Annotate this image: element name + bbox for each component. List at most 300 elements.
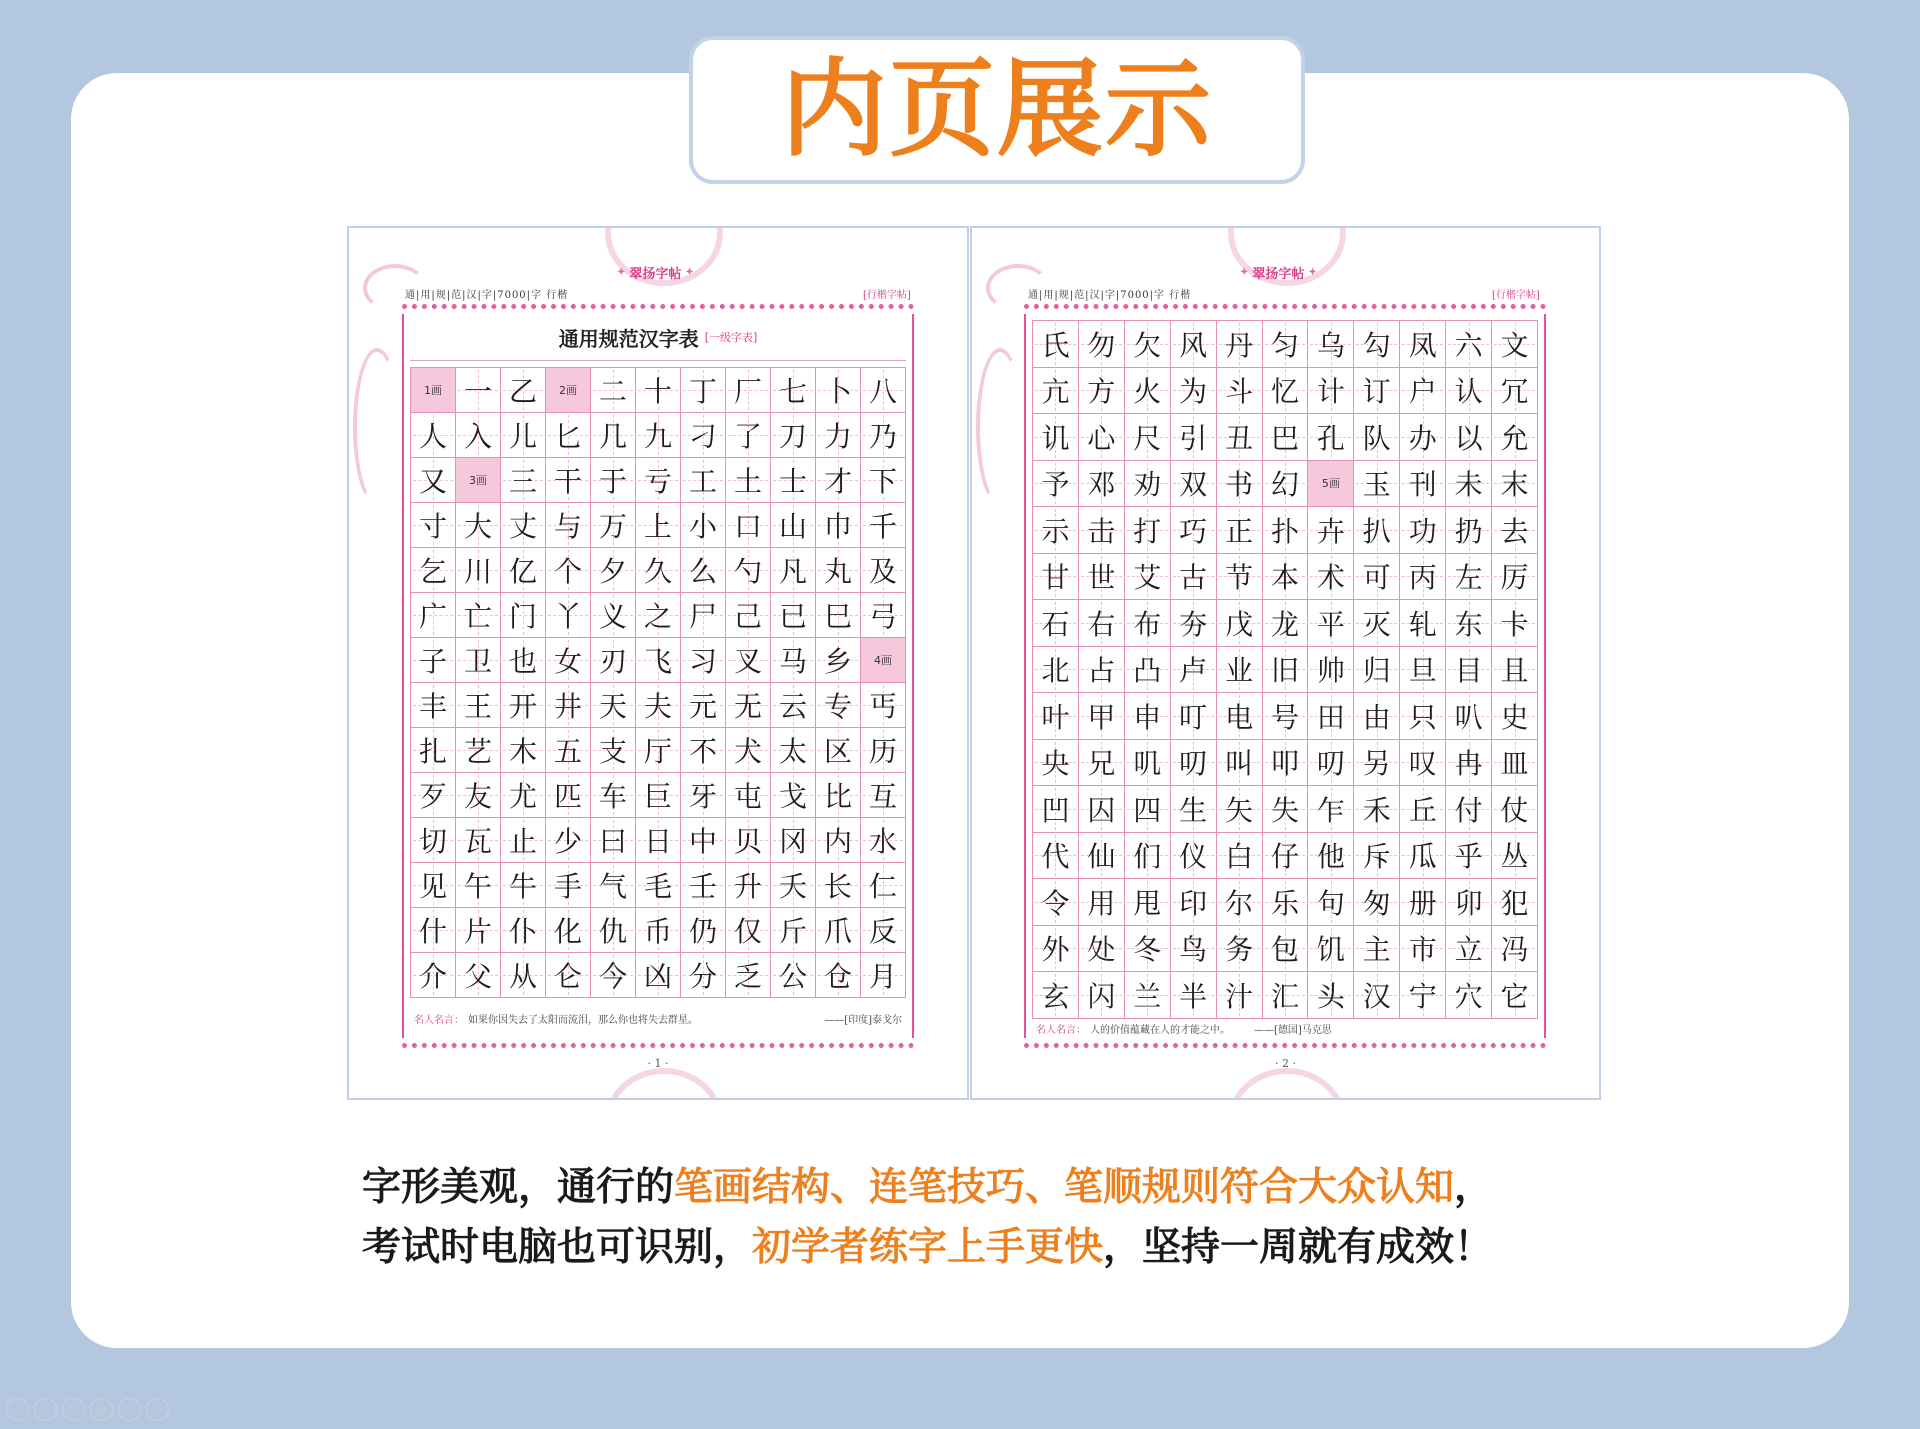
page-title: 内页展示 [781,48,1213,171]
character-text: 犬 [733,735,762,768]
sheet-title-bar [410,314,906,361]
character-text: 劝 [1133,468,1162,502]
character-text: 本 [1270,561,1299,595]
character-cell [861,458,906,503]
character-cell [816,458,861,503]
character-cell [591,908,636,953]
character-cell [1446,368,1492,415]
character-text: 叩 [1270,747,1299,781]
character-text: 叨 [1179,747,1208,781]
character-text: 史 [1500,700,1529,734]
character-cell [726,863,771,908]
character-cell [1446,554,1492,601]
character-cell [1354,786,1400,833]
character-text: 公 [778,960,807,993]
character-cell [501,818,546,863]
character-cell [1125,647,1171,694]
character-text: 厅 [643,735,672,768]
character-cell [1492,926,1538,973]
character-grid [410,367,906,998]
character-cell [1125,740,1171,787]
character-cell [1308,786,1354,833]
character-cell [1217,786,1263,833]
character-text: 人 [418,420,447,453]
next-icon[interactable]: › [34,1398,57,1421]
character-cell [1033,461,1079,508]
character-text: 勺 [733,555,762,588]
character-text: 仆 [508,915,537,948]
character-text: 已 [778,600,807,633]
character-cell [726,728,771,773]
character-cell [1354,368,1400,415]
character-text: 戈 [778,780,807,813]
character-text: 卢 [1179,654,1208,688]
character-cell [1079,321,1125,368]
character-text: 工 [688,465,717,498]
character-cell [591,503,636,548]
character-cell [636,728,681,773]
practice-sheet [1024,304,1546,1048]
character-cell [771,953,816,998]
character-text: 厂 [733,375,762,408]
character-text: 匕 [553,420,582,453]
character-text: 付 [1454,793,1483,827]
character-text: 凤 [1408,328,1437,362]
character-text: 丑 [1225,421,1254,455]
character-cell [1125,833,1171,880]
character-text: 仍 [688,915,717,948]
character-text: 习 [688,645,717,678]
character-cell [1033,740,1079,787]
character-text: 凹 [1041,793,1070,827]
character-text: 丰 [418,690,447,723]
character-cell [861,728,906,773]
character-text: 石 [1041,607,1070,641]
character-cell [1400,879,1446,926]
character-text: 叽 [1133,747,1162,781]
character-cell [1492,461,1538,508]
character-cell [726,683,771,728]
character-cell [1400,507,1446,554]
character-cell [1308,740,1354,787]
character-text: 击 [1087,514,1116,548]
character-cell [456,953,501,998]
character-text: 仓 [823,960,852,993]
character-cell [681,638,726,683]
character-cell [636,548,681,593]
character-cell [591,683,636,728]
character-cell [501,503,546,548]
character-text: 瓜 [1408,840,1437,874]
character-cell [1263,647,1309,694]
character-text: 亡 [463,600,492,633]
character-cell [636,638,681,683]
character-text: 印 [1179,886,1208,920]
character-cell [1354,972,1400,1019]
character-text: 氏 [1041,328,1070,362]
floral-ornament [1228,1068,1346,1100]
character-cell [501,908,546,953]
character-text: 一 [463,375,492,408]
character-text: 用 [1087,886,1116,920]
character-cell [1446,740,1492,787]
character-cell [726,908,771,953]
character-text: 旦 [1408,654,1437,688]
page-number: · 1 · [647,1057,669,1070]
character-cell [1079,461,1125,508]
character-text: 毛 [643,870,672,903]
character-text: 闪 [1087,979,1116,1013]
character-cell [591,818,636,863]
character-text: 刃 [598,645,627,678]
grid-icon[interactable]: ▦ [90,1398,113,1421]
character-text: 丸 [823,555,852,588]
character-cell [681,368,726,413]
character-text: 丹 [1225,328,1254,362]
character-cell [456,728,501,773]
character-text: 日 [643,825,672,858]
character-cell [1033,321,1079,368]
character-cell [591,458,636,503]
character-cell [1217,321,1263,368]
character-text: 饥 [1316,933,1345,967]
character-cell [1446,693,1492,740]
character-cell [411,638,456,683]
character-cell [1446,786,1492,833]
character-cell [1171,647,1217,694]
character-cell [1354,693,1400,740]
character-cell [1079,693,1125,740]
quote-label: 名人名言： [1036,1024,1086,1036]
character-cell [1308,972,1354,1019]
quote-author: ——[印度]泰戈尔 [824,1014,902,1026]
character-cell [681,773,726,818]
character-text: 为 [1179,375,1208,409]
character-cell [1446,833,1492,880]
character-cell [456,908,501,953]
character-cell [636,818,681,863]
character-text: 匆 [1362,886,1391,920]
prev-icon[interactable]: ‹ [6,1398,29,1421]
character-cell [1492,507,1538,554]
character-cell [1079,414,1125,461]
character-cell [456,818,501,863]
character-text: 卯 [1454,886,1483,920]
character-cell [681,908,726,953]
character-text: 计 [1316,375,1345,409]
character-text: 父 [463,960,492,993]
character-text: 太 [778,735,807,768]
character-cell [1400,368,1446,415]
character-text: 亏 [643,465,672,498]
character-text: 帅 [1316,654,1345,688]
character-cell [681,818,726,863]
character-text: 句 [1316,886,1345,920]
quote-label: 名人名言： [414,1014,464,1026]
character-cell [816,908,861,953]
character-text: 玄 [1041,979,1070,1013]
character-text: 宁 [1408,979,1437,1013]
character-text: 矢 [1225,793,1254,827]
character-text: 汁 [1225,979,1254,1013]
character-cell [726,503,771,548]
character-text: 丁 [688,375,717,408]
character-cell [1400,833,1446,880]
character-cell [1492,321,1538,368]
character-cell [546,863,591,908]
character-cell [1217,600,1263,647]
character-text: 电 [1225,700,1254,734]
character-text: 忆 [1270,375,1299,409]
character-cell [726,548,771,593]
character-text: 云 [778,690,807,723]
description-highlight: 初学者练字上手更快 [752,1225,1104,1270]
character-text: 己 [733,600,762,633]
character-cell [1308,647,1354,694]
character-text: 卫 [463,645,492,678]
character-text: 右 [1087,607,1116,641]
character-text: 乐 [1270,886,1299,920]
character-text: 正 [1225,514,1254,548]
search-icon[interactable]: ⚲ [118,1398,141,1421]
more-icon[interactable]: ⋯ [146,1398,169,1421]
character-text: 历 [868,735,897,768]
character-cell [771,773,816,818]
character-cell [1033,926,1079,973]
page-number: · 2 · [1275,1057,1296,1070]
character-text: 布 [1133,607,1162,641]
character-cell [726,773,771,818]
character-cell [861,413,906,458]
character-text: 北 [1041,654,1070,688]
character-text: 凸 [1133,654,1162,688]
quote-author: ——[德国]马克思 [1254,1024,1332,1036]
character-cell [1492,740,1538,787]
character-cell [771,413,816,458]
character-cell [1308,554,1354,601]
character-text: 十 [643,375,672,408]
character-cell [546,728,591,773]
character-cell [501,413,546,458]
character-text: 大 [463,510,492,543]
character-text: 仅 [733,915,762,948]
character-text: 汉 [1362,979,1391,1013]
character-cell [1354,647,1400,694]
character-text: 贝 [733,825,762,858]
character-cell [636,593,681,638]
character-text: 寸 [418,510,447,543]
character-cell [1079,368,1125,415]
character-text: 丙 [1408,561,1437,595]
character-text: 天 [598,690,627,723]
character-cell [726,368,771,413]
character-cell [1125,414,1171,461]
character-cell [1263,786,1309,833]
character-cell [1125,507,1171,554]
character-cell [501,638,546,683]
character-cell [1079,833,1125,880]
character-text: 见 [418,870,447,903]
character-text: 尔 [1225,886,1254,920]
character-cell [861,683,906,728]
character-cell [1033,786,1079,833]
character-cell [681,548,726,593]
character-cell [861,908,906,953]
character-cell [861,953,906,998]
character-text: 夯 [1179,607,1208,641]
character-text: 仔 [1270,840,1299,874]
character-cell [1400,414,1446,461]
character-cell [1446,926,1492,973]
character-cell [1125,786,1171,833]
character-cell [546,638,591,683]
character-text: 士 [778,465,807,498]
character-cell [1354,321,1400,368]
character-cell [501,683,546,728]
character-text: 卉 [1316,514,1345,548]
character-text: 井 [553,690,582,723]
character-cell [816,413,861,458]
character-text: 斗 [1225,375,1254,409]
character-text: 1画 [424,384,442,397]
character-cell [456,863,501,908]
character-cell [1263,833,1309,880]
character-text: 允 [1500,421,1529,455]
character-text: 兄 [1087,747,1116,781]
character-cell [1171,693,1217,740]
character-cell [816,728,861,773]
character-text: 冈 [778,825,807,858]
character-cell [411,683,456,728]
character-cell [861,368,906,413]
character-text: 汇 [1270,979,1299,1013]
character-text: 开 [508,690,537,723]
character-cell [1033,879,1079,926]
description-text: 考试时电脑也可识别， [362,1225,753,1270]
character-cell [1171,972,1217,1019]
character-text: 区 [823,735,852,768]
character-cell [411,458,456,503]
character-text: 水 [868,825,897,858]
character-text: 斥 [1362,840,1391,874]
character-text: 办 [1408,421,1437,455]
character-cell [501,728,546,773]
character-cell [861,593,906,638]
character-text: 术 [1316,561,1345,595]
character-text: 也 [508,645,537,678]
character-cell [1217,368,1263,415]
character-cell [861,863,906,908]
character-cell [1217,461,1263,508]
stroke-count-badge [1308,461,1354,508]
character-cell [1354,740,1400,787]
character-text: 专 [823,690,852,723]
brand-ribbon: ✦ 翠扬字帖 ✦ [1228,262,1329,282]
character-text: 由 [1362,700,1391,734]
character-text: 片 [463,915,492,948]
character-text: 久 [643,555,672,588]
character-cell [1079,554,1125,601]
character-cell [501,368,546,413]
character-text: 少 [553,825,582,858]
character-cell [546,953,591,998]
character-text: 内 [823,825,852,858]
character-cell [1263,972,1309,1019]
character-cell [591,368,636,413]
character-cell [1217,647,1263,694]
character-text: 冗 [1500,375,1529,409]
character-text: 冯 [1500,933,1529,967]
character-cell [771,638,816,683]
character-cell [1400,554,1446,601]
character-cell [501,773,546,818]
character-cell [1033,368,1079,415]
character-cell [1308,879,1354,926]
character-text: 义 [598,600,627,633]
character-text: 小 [688,510,717,543]
character-cell [1171,740,1217,787]
character-cell [456,638,501,683]
character-cell [1217,926,1263,973]
page-header: 通|用|规|范|汉|字|7000|字 行楷 [405,290,569,301]
character-cell [1354,879,1400,926]
character-cell [816,503,861,548]
character-text: 外 [1041,933,1070,967]
stroke-count-badge [546,368,591,413]
quote-text: 如果你因失去了太阳而流泪，那么你也将失去群星。 [468,1014,698,1026]
character-cell [1308,926,1354,973]
character-text: 2画 [559,384,577,397]
character-text: 凶 [643,960,672,993]
character-text: 叭 [1454,700,1483,734]
character-text: 仑 [553,960,582,993]
character-cell [771,728,816,773]
character-text: 节 [1225,561,1254,595]
character-cell [546,413,591,458]
character-cell [1308,693,1354,740]
character-cell [411,413,456,458]
character-cell [1492,786,1538,833]
character-cell [456,548,501,593]
character-text: 二 [598,375,627,408]
character-text: 叶 [1041,700,1070,734]
character-text: 八 [868,375,897,408]
character-text: 仪 [1179,840,1208,874]
character-text: 土 [733,465,762,498]
character-cell [1033,554,1079,601]
stroke-count-badge [861,638,906,683]
pen-icon[interactable]: ✎ [62,1398,85,1421]
character-cell [1492,368,1538,415]
character-text: 支 [598,735,627,768]
character-text: 马 [778,645,807,678]
character-cell [1171,833,1217,880]
character-text: 卜 [823,375,852,408]
character-text: 仁 [868,870,897,903]
character-text: 立 [1454,933,1483,967]
character-cell [816,953,861,998]
character-text: 市 [1408,933,1437,967]
character-cell [501,953,546,998]
character-cell [1400,740,1446,787]
character-cell [411,548,456,593]
character-text: 央 [1041,747,1070,781]
character-cell [1446,647,1492,694]
character-text: 牛 [508,870,537,903]
character-cell [1308,414,1354,461]
character-cell [546,773,591,818]
character-cell [456,503,501,548]
